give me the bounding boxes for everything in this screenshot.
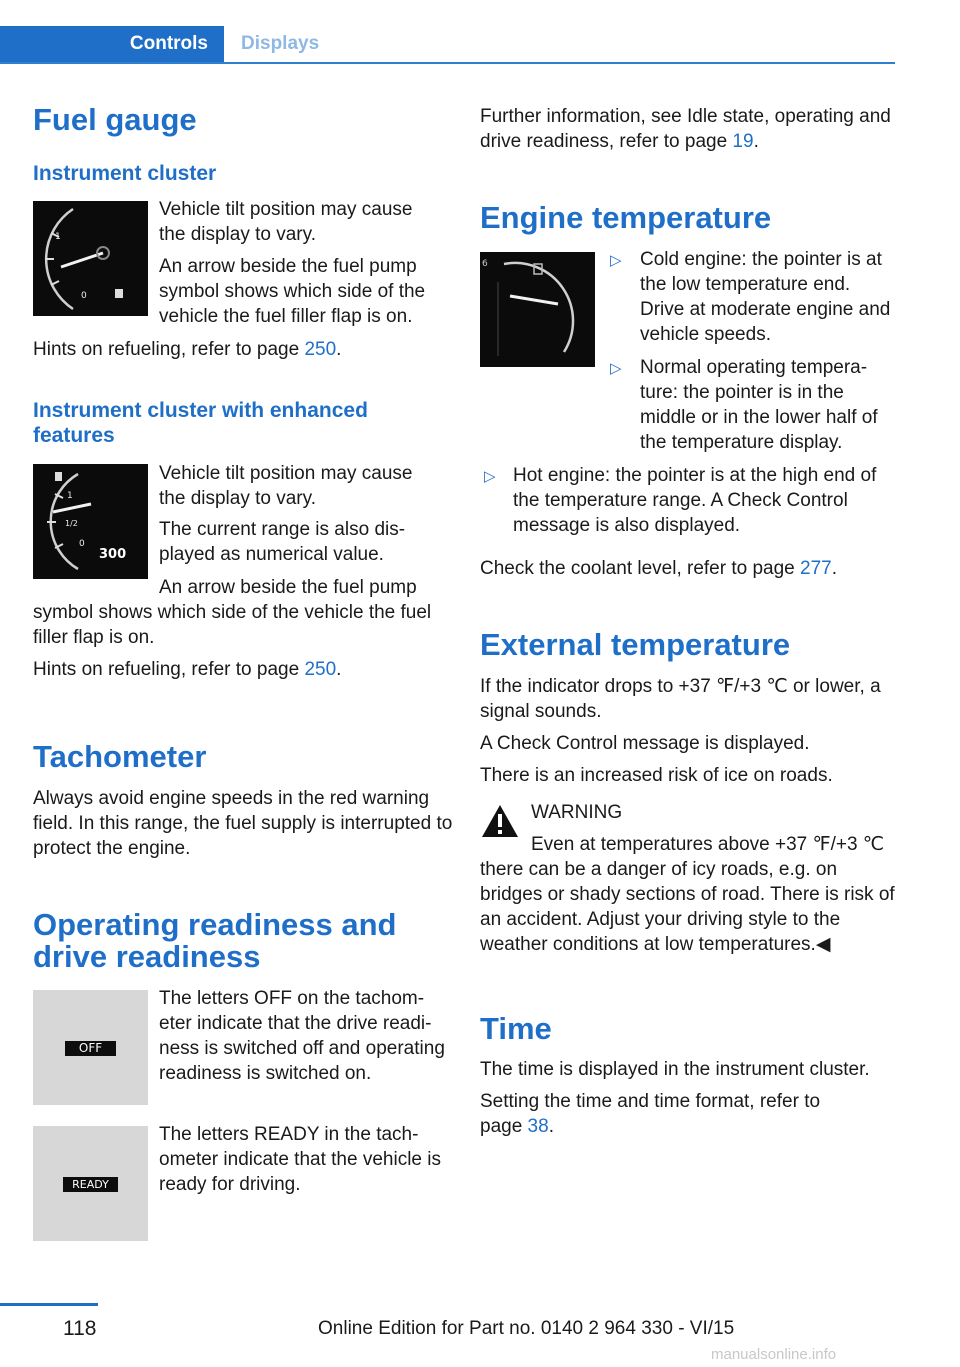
bullet-triangle-icon: ▷ [484,468,496,485]
ready-paragraph: The letters READY in the tachometer indicate that the vehicle is ready for driving. [159,1124,441,1195]
off-display-image [33,990,148,1105]
engine-temperature-title: Engine temperature [480,200,772,235]
warning-first-line: Even at temperatures above +37 ℉/+3 ℃ [531,834,885,855]
hints-refueling-1: Hints on refueling, refer to page 250. [33,339,342,360]
cluster-paragraph-2: An arrow beside the fuel pump symbol shows which side of the vehicle the fuel filler flap is on. [159,256,426,327]
fuel-gauge-icon [33,201,148,316]
bullet-triangle-icon: ▷ [610,360,622,377]
page-link-250[interactable]: 250 [304,339,337,360]
svg-text:1/2: 1/2 [65,519,78,528]
cluster-paragraph-1: Vehicle tilt position may cause the display to vary. [159,199,413,245]
ready-display-image [33,1126,148,1241]
external-paragraph-3: There is an increased risk of ice on roads. [480,765,833,786]
hints-refueling-2: Hints on refueling, refer to page 250. [33,659,342,680]
tab-controls[interactable]: Controls [0,26,224,62]
external-paragraph-1: If the indicator drops to +37 ℉/+3 ℃ or lower, a signal sounds. [480,676,881,722]
enhanced-fuel-gauge-image [33,464,148,579]
warning-label: WARNING [531,802,623,823]
bullet-hot-engine: Hot engine: the pointer is at the high end of the temperature range. A Check Control message is also displayed. [513,465,877,536]
edition-text: Online Edition for Part no. 0140 2 964 330 - VI/15 [318,1318,735,1339]
off-paragraph: The letters OFF on the tachometer indicate that the drive readiness is switched off and operating readiness is switched on. [159,988,445,1084]
watermark: manualsonline.info [711,1346,837,1363]
bullet-cold-engine: Cold engine: the pointer is at the low temperature end. Drive at moderate engine and vehicle speeds. [640,249,891,345]
svg-text:6: 6 [482,259,488,269]
engine-temp-gauge-image [480,252,595,367]
enhanced-paragraph-2: The current range is also displayed as numerical value. [159,519,406,565]
enhanced-paragraph-1: Vehicle tilt position may cause the display to vary. [159,463,413,509]
ready-indicator: READY [63,1177,118,1192]
footer-divider [0,1303,98,1306]
warning-triangle-icon [480,803,520,839]
bullet-normal-temp: Normal operating temperature: the pointer is in the middle or in the lower half of the temperature display. [640,357,878,453]
warning-paragraph: there can be a danger of icy roads, e.g. on bridges or shady sections of road. There is risk of an accident. Adjust your driving style to the weather conditions at low temperatures.◀ [480,859,895,955]
bullet-triangle-icon: ▷ [610,252,622,269]
time-paragraph-2: Setting the time and time format, refer to page 38. [480,1091,821,1137]
off-indicator: OFF [65,1041,116,1056]
tachometer-title: Tachometer [33,739,207,774]
time-paragraph-1: The time is displayed in the instrument cluster. [480,1059,870,1080]
instrument-cluster-title: Instrument cluster [33,162,217,185]
external-temperature-title: External temperature [480,627,791,662]
page-link-19[interactable]: 19 [732,131,754,152]
enhanced-fuel-gauge-icon [33,464,148,579]
fuel-gauge-image [33,201,148,316]
page-link-250-b[interactable]: 250 [304,659,337,680]
svg-text:0: 0 [81,291,87,301]
svg-text:300: 300 [99,547,127,562]
tab-displays[interactable]: Displays [241,33,320,54]
page-link-38[interactable]: 38 [527,1116,549,1137]
coolant-paragraph: Check the coolant level, refer to page 277. [480,558,838,579]
fuel-gauge-title: Fuel gauge [33,102,197,137]
further-info-paragraph: Further information, see Idle state, operating and drive readiness, refer to page 19. [480,106,891,152]
time-title: Time [480,1011,552,1046]
svg-text:1: 1 [67,491,73,501]
header-tabs [0,26,895,64]
external-paragraph-2: A Check Control message is displayed. [480,733,810,754]
svg-text:0: 0 [79,539,85,549]
enhanced-cluster-title: Instrument cluster with enhanced features [33,399,368,447]
enhanced-paragraph-3: An arrow beside the fuel pump symbol shows which side of the vehicle the fuel filler flap is on. [33,577,432,648]
page-number: 118 [63,1317,97,1340]
tachometer-paragraph: Always avoid engine speeds in the red warning field. In this range, the fuel supply is interrupted to protect the engine. [33,788,453,859]
engine-temp-gauge-icon [480,252,595,367]
svg-text:1: 1 [55,232,61,242]
readiness-title: Operating readiness and drive readiness [33,907,397,974]
page-link-277[interactable]: 277 [800,558,832,579]
